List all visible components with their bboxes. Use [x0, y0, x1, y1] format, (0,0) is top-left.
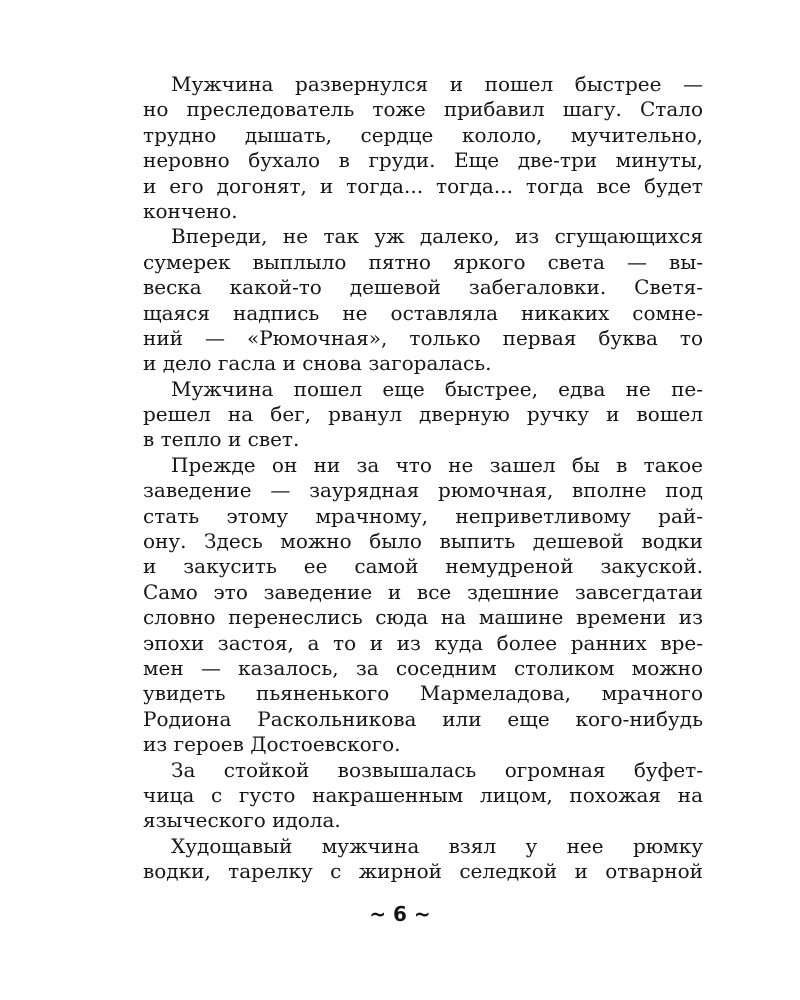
text-line: увидеть пьяненького Мармеладова, мрачного — [143, 681, 703, 706]
text-line: Мужчина развернулся и пошел быстрее — — [171, 72, 703, 96]
text-line: ону. Здесь можно было выпить дешевой водки — [143, 529, 703, 554]
text-line: мен — казалось, за соседним столиком можно — [143, 655, 703, 680]
text-line: в тепло и свет. — [143, 427, 300, 452]
text-line: Худощавый мужчина взял у нее рюмку — [171, 833, 703, 858]
text-line: и дело гасла и снова загоралась. — [143, 351, 492, 376]
text-line: веска какой-то дешевой забегаловки. Светя- — [143, 275, 703, 300]
text-line: За стойкой возвышалась огромная буфет- — [171, 757, 703, 782]
text-line: щаяся надпись не оставляла никаких сомне- — [143, 300, 703, 325]
text-line: чица с густо накрашенным лицом, похожая на — [143, 782, 703, 807]
page-text — [143, 72, 703, 885]
text-line: языческого идола. — [143, 808, 341, 833]
text-line: сумерек выплыло пятно яркого света — вы- — [143, 249, 703, 274]
text-line: ний — «Рюмочная», только первая буква то — [143, 325, 703, 350]
text-line: Мужчина пошел еще быстрее, едва не пе- — [171, 376, 703, 401]
text-line: неровно бухало в груди. Еще две-три минуты, — [143, 148, 703, 173]
text-line: Родиона Раскольникова или еще кого-нибудь — [143, 706, 703, 731]
page-number: ~ 6 ~ — [369, 902, 431, 926]
text-line: заведение — заурядная рюмочная, вполне под — [143, 478, 703, 503]
text-line: кончено. — [143, 198, 238, 223]
text-line: Само это заведение и все здешние завсегдатаи — [143, 579, 703, 604]
text-line: но преследователь тоже прибавил шагу. Стало — [143, 97, 703, 122]
text-line: стать этому мрачному, неприветливому рай- — [143, 503, 703, 528]
text-line: водки, тарелку с жирной селедкой и отварной — [143, 859, 703, 884]
text-line: Впереди, не так уж далеко, из сгущающихся — [171, 224, 703, 249]
text-line: словно перенеслись сюда на машине времени из — [143, 605, 703, 630]
text-line: из героев Достоевского. — [143, 732, 401, 757]
text-line: эпохи застоя, а то и из куда более ранних вре- — [143, 630, 703, 655]
text-line: и закусить ее самой немудреной закуской. — [143, 554, 703, 579]
text-line: решел на бег, рванул дверную ручку и вошел — [143, 402, 703, 427]
text-line: и его догонят, и тогда... тогда... тогда все будет — [143, 173, 703, 198]
text-line: Прежде он ни за что не зашел бы в такое — [171, 452, 703, 477]
text-line: трудно дышать, сердце кололо, мучительно, — [143, 122, 703, 147]
